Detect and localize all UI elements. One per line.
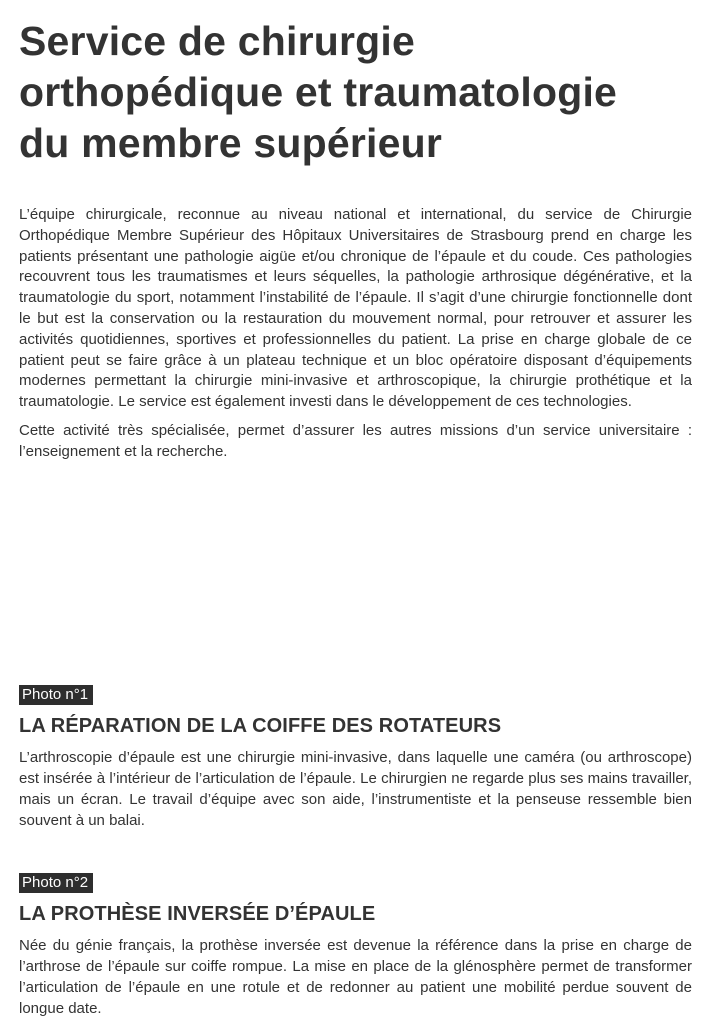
section-title-1: LA RÉPARATION DE LA COIFFE DES ROTATEURS: [19, 715, 502, 737]
photo-label-2: Photo n°2: [19, 873, 93, 893]
title-line-2: orthopédique et traumatologie: [19, 69, 618, 115]
document-page: [19, 0, 692, 1017]
intro-text: [19, 205, 692, 463]
section-photo-1: [19, 685, 692, 831]
section-text-2: Née du génie français, la prothèse inversée est devenue la référence dans la prise en charge de l’arthrose de l’épaule sur coiffe rompue. La mise en place de la glénosphère permet de transformer l’articulation de l’épaule en une rotule et de redonner au patient une mobilité perdue souvent de longue date.: [19, 937, 692, 1017]
intro-paragraph-2: Cette activité très spécialisée, permet d’assurer les autres missions d’un service universitaire : l’enseignement et la recherche.: [19, 421, 692, 460]
page-title: [19, 0, 692, 169]
intro-paragraph-1: L’équipe chirurgicale, reconnue au niveau national et international, du service de Chirurgie Orthopédique Membre Supérieur des Hôpitaux Universitaires de Strasbourg prend en charge les patients présentant une pathologie aigüe et/ou chronique de l’épaule et du coude. Ces pathologies recouvrent tous les traumatismes et leurs séquelles, la pathologie arthrosique dégénérative, et la traumatologie du sport, notamment l’instabilité de l’épaule. Il s’agit d’une chirurgie fonctionnelle dont le but est la conservation ou la restauration du mouvement normal, pour retrouver et assurer les activités quotidiennes, sportives et professionnelles du patient. La prise en charge globale de ce patient peut se faire grâce à un plateau technique et un bloc opératoire disposant d’équipements modernes permettant la chirurgie mini-invasive et arthroscopique, la chirurgie prothétique et la traumatologie. Le service est également investi dans le développement de ces technologies.: [19, 206, 692, 411]
photo-label-1: Photo n°1: [19, 685, 93, 705]
section-photo-2: [19, 873, 692, 1019]
section-title-2: LA PROTHÈSE INVERSÉE D’ÉPAULE: [19, 903, 376, 925]
title-line-1: Service de chirurgie: [19, 18, 415, 64]
title-line-3: du membre supérieur: [19, 120, 443, 166]
section-text-1: L’arthroscopie d’épaule est une chirurgie mini-invasive, dans laquelle une caméra (ou arthroscope) est insérée à l’intérieur de l’articulation de l’épaule. Le chirurgien ne regarde plus ses mains travailler, mais un écran. Le travail d’équipe avec son aide, l’instrumentiste et la penseuse ressemble bien souvent à un balai.: [19, 749, 692, 829]
